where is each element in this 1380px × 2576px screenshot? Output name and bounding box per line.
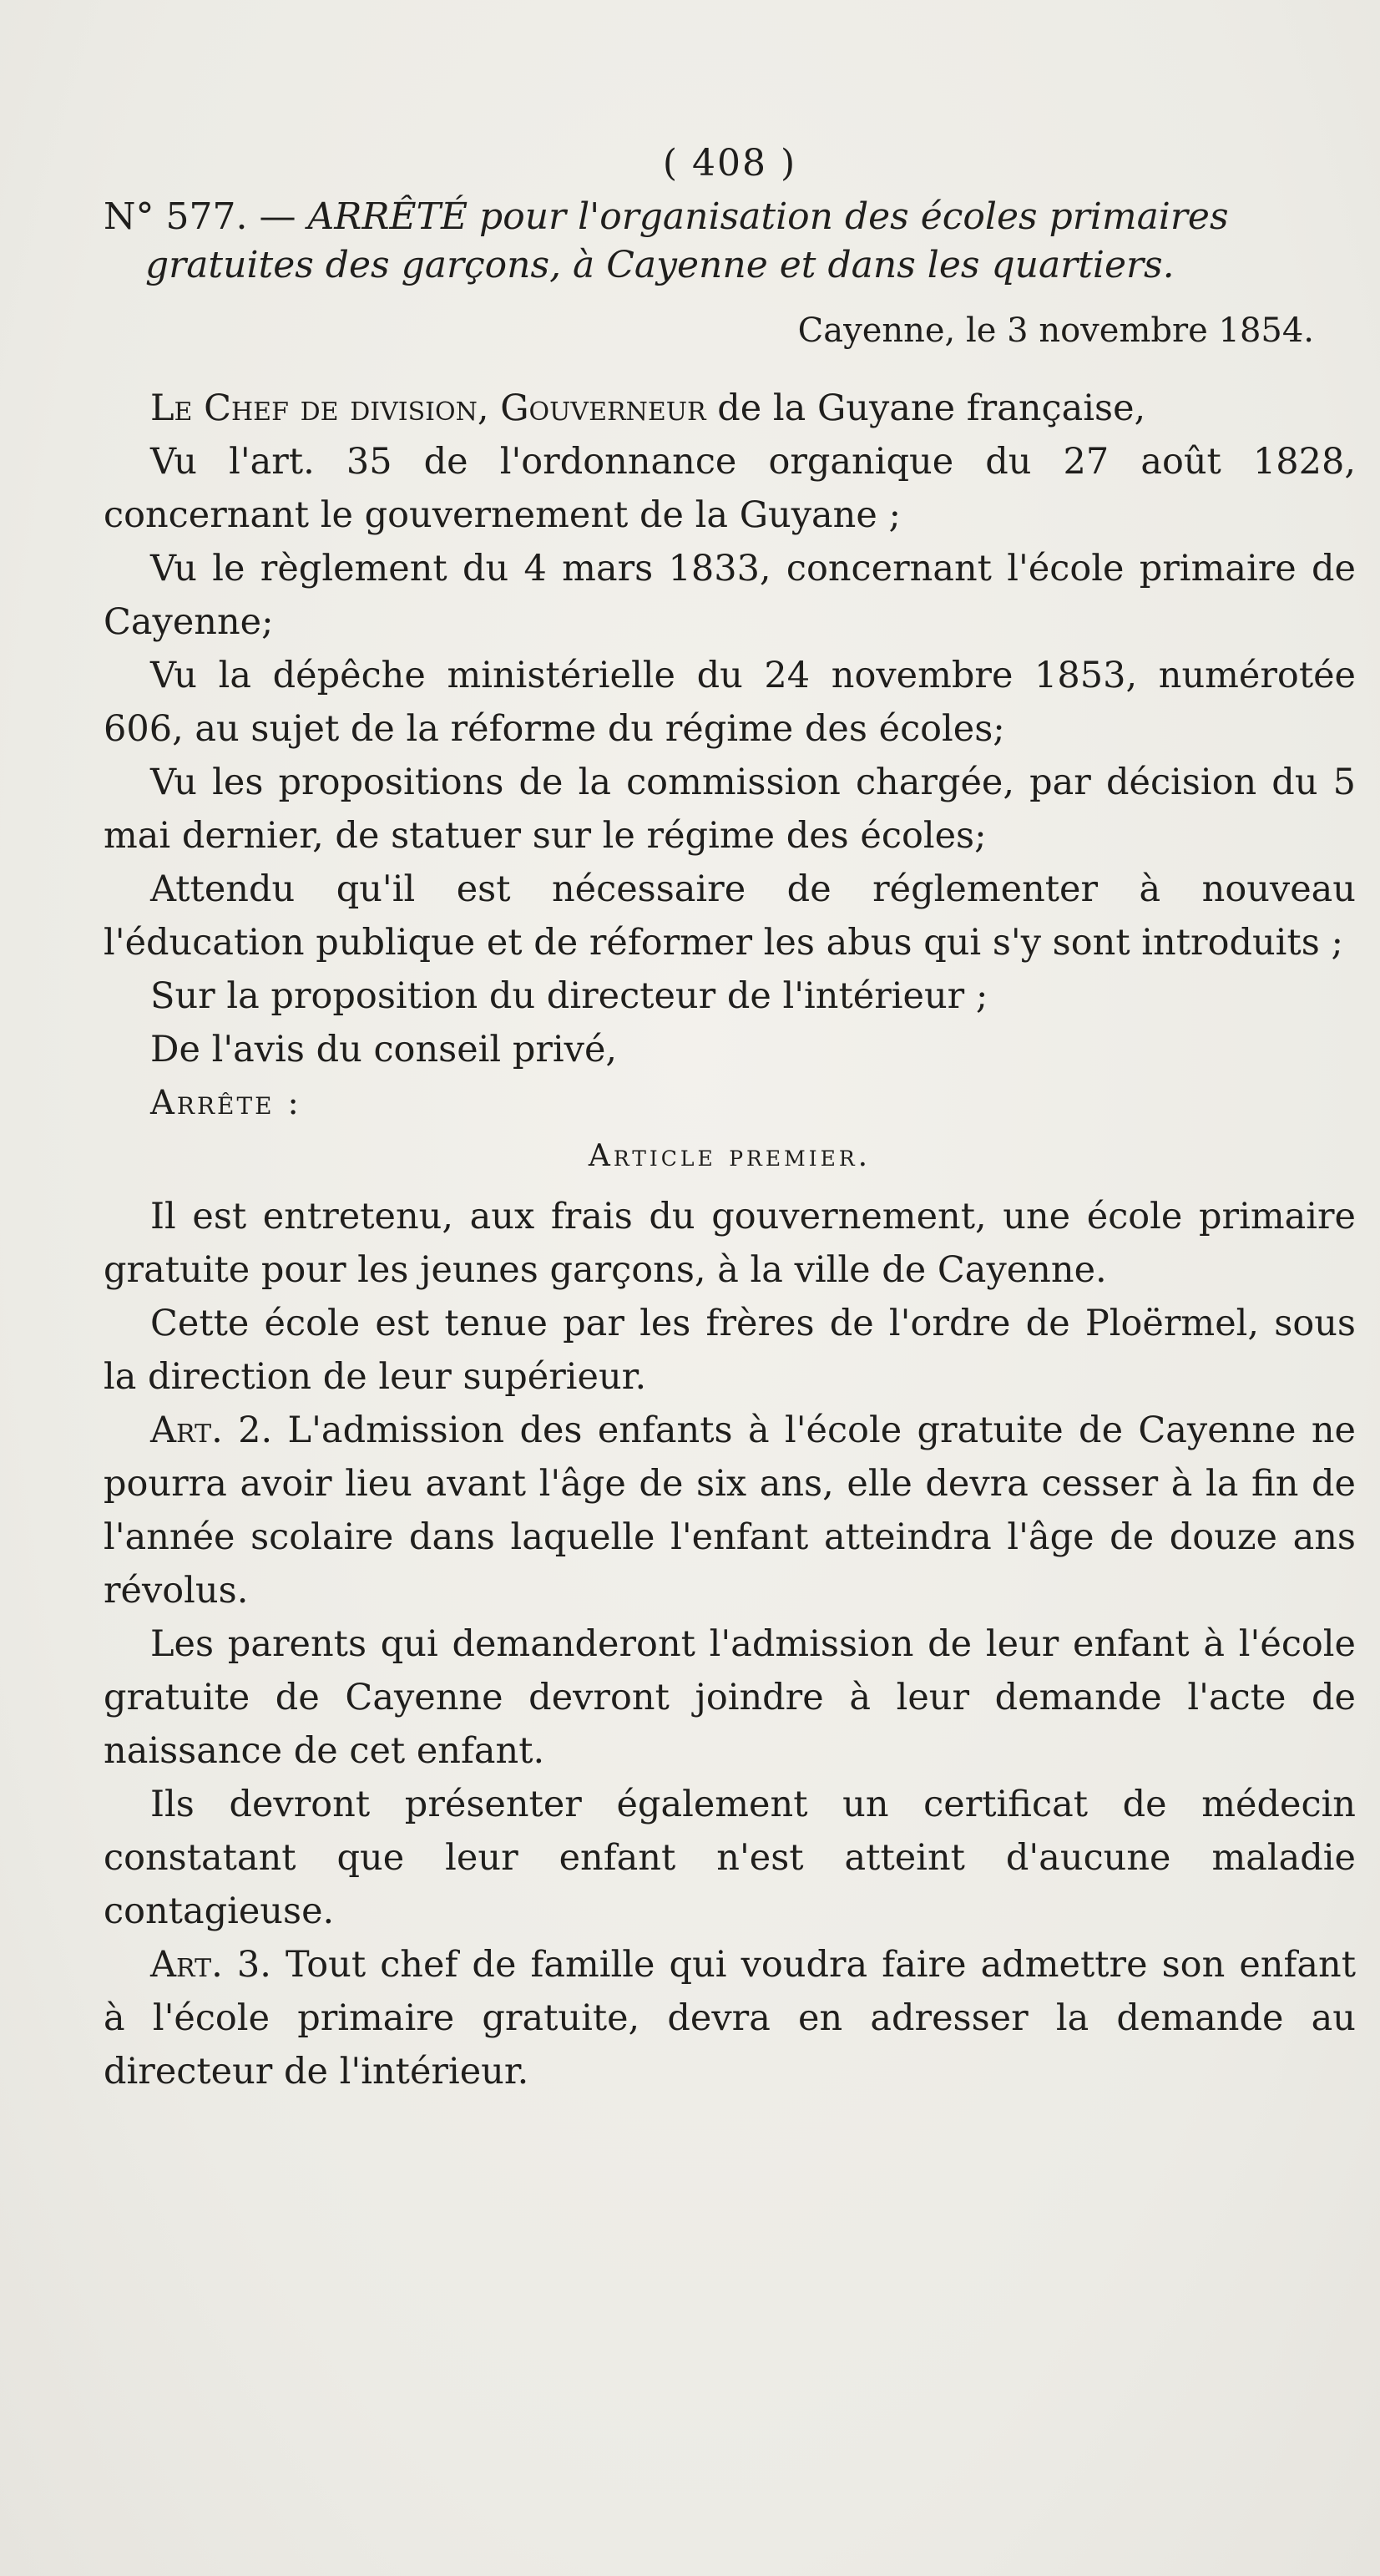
consideration-paragraph: Vu l'art. 35 de l'ordonnance organique du 27 août 1828, concernant le gouvernement de la Guyane ; <box>104 441 1356 536</box>
decree-number: N° 577. <box>104 195 248 238</box>
article2-paragraph <box>104 1404 1356 1617</box>
decree-heading <box>104 193 1356 290</box>
article2-paragraph: Les parents qui demanderont l'admission de leur enfant à l'école gratuite de Cayenne devront joindre à leur demande l'acte de naissance de cet enfant. <box>104 1623 1356 1772</box>
consideration-paragraph: Sur la proposition du directeur de l'intérieur ; <box>150 975 988 1017</box>
consideration-paragraph: De l'avis du conseil privé, <box>150 1029 618 1070</box>
consideration-paragraph: Attendu qu'il est nécessaire de réglementer à nouveau l'éducation publique et de réformer les abus qui s'y sont introduits ; <box>104 868 1356 964</box>
intro-paragraph <box>104 382 1356 435</box>
heading-dash: — <box>247 195 308 238</box>
decree-title-line1: ARRÊTÉ pour l'organisation des écoles primaires <box>307 195 1229 238</box>
article2-text: L'admission des enfants à l'école gratuite de Cayenne ne pourra avoir lieu avant l'âge de six ans, elle devra cesser à la fin de l'année scolaire dans laquelle l'enfant atteindra l'âge de douze ans révolus. <box>104 1409 1356 1612</box>
intro-lead: Le Chef de division, Gouverneur <box>150 387 706 429</box>
article-premier-title: Article premier. <box>588 1139 872 1173</box>
consideration-paragraph: Vu les propositions de la commission chargée, par décision du 5 mai dernier, de statuer sur le régime des écoles; <box>104 762 1356 857</box>
page-body <box>104 142 1356 2098</box>
consideration-paragraph: Vu la dépêche ministérielle du 24 novembre 1853, numérotée 606, au sujet de la réforme du régime des écoles; <box>104 655 1356 750</box>
consideration-paragraph: Vu le règlement du 4 mars 1833, concernant l'école primaire de Cayenne; <box>104 548 1356 643</box>
date-line: Cayenne, le 3 novembre 1854. <box>797 311 1314 350</box>
article1-paragraph: Cette école est tenue par les frères de l'ordre de Ploërmel, sous la direction de leur supérieur. <box>104 1303 1356 1398</box>
article3-label: Art. 3. <box>150 1944 271 1986</box>
article3-text: Tout chef de famille qui voudra faire admettre son enfant à l'école primaire gratuite, devra en adresser la demande au directeur de l'intérieur. <box>104 1944 1356 2093</box>
article2-paragraph: Ils devront présenter également un certificat de médecin constatant que leur enfant n'est atteint d'aucune maladie contagieuse. <box>104 1784 1356 1932</box>
article2-label: Art. 2. <box>150 1409 273 1451</box>
page-number: ( 408 ) <box>662 142 797 185</box>
article3-paragraph <box>104 1938 1356 2098</box>
arrete-label: Arrête : <box>150 1084 301 1122</box>
decree-title-line2: gratuites des garçons, à Cayenne et dans les quartiers. <box>145 244 1175 286</box>
article1-paragraph: Il est entretenu, aux frais du gouvernement, une école primaire gratuite pour les jeunes garçons, à la ville de Cayenne. <box>104 1196 1356 1291</box>
intro-rest: de la Guyane française, <box>705 387 1146 429</box>
